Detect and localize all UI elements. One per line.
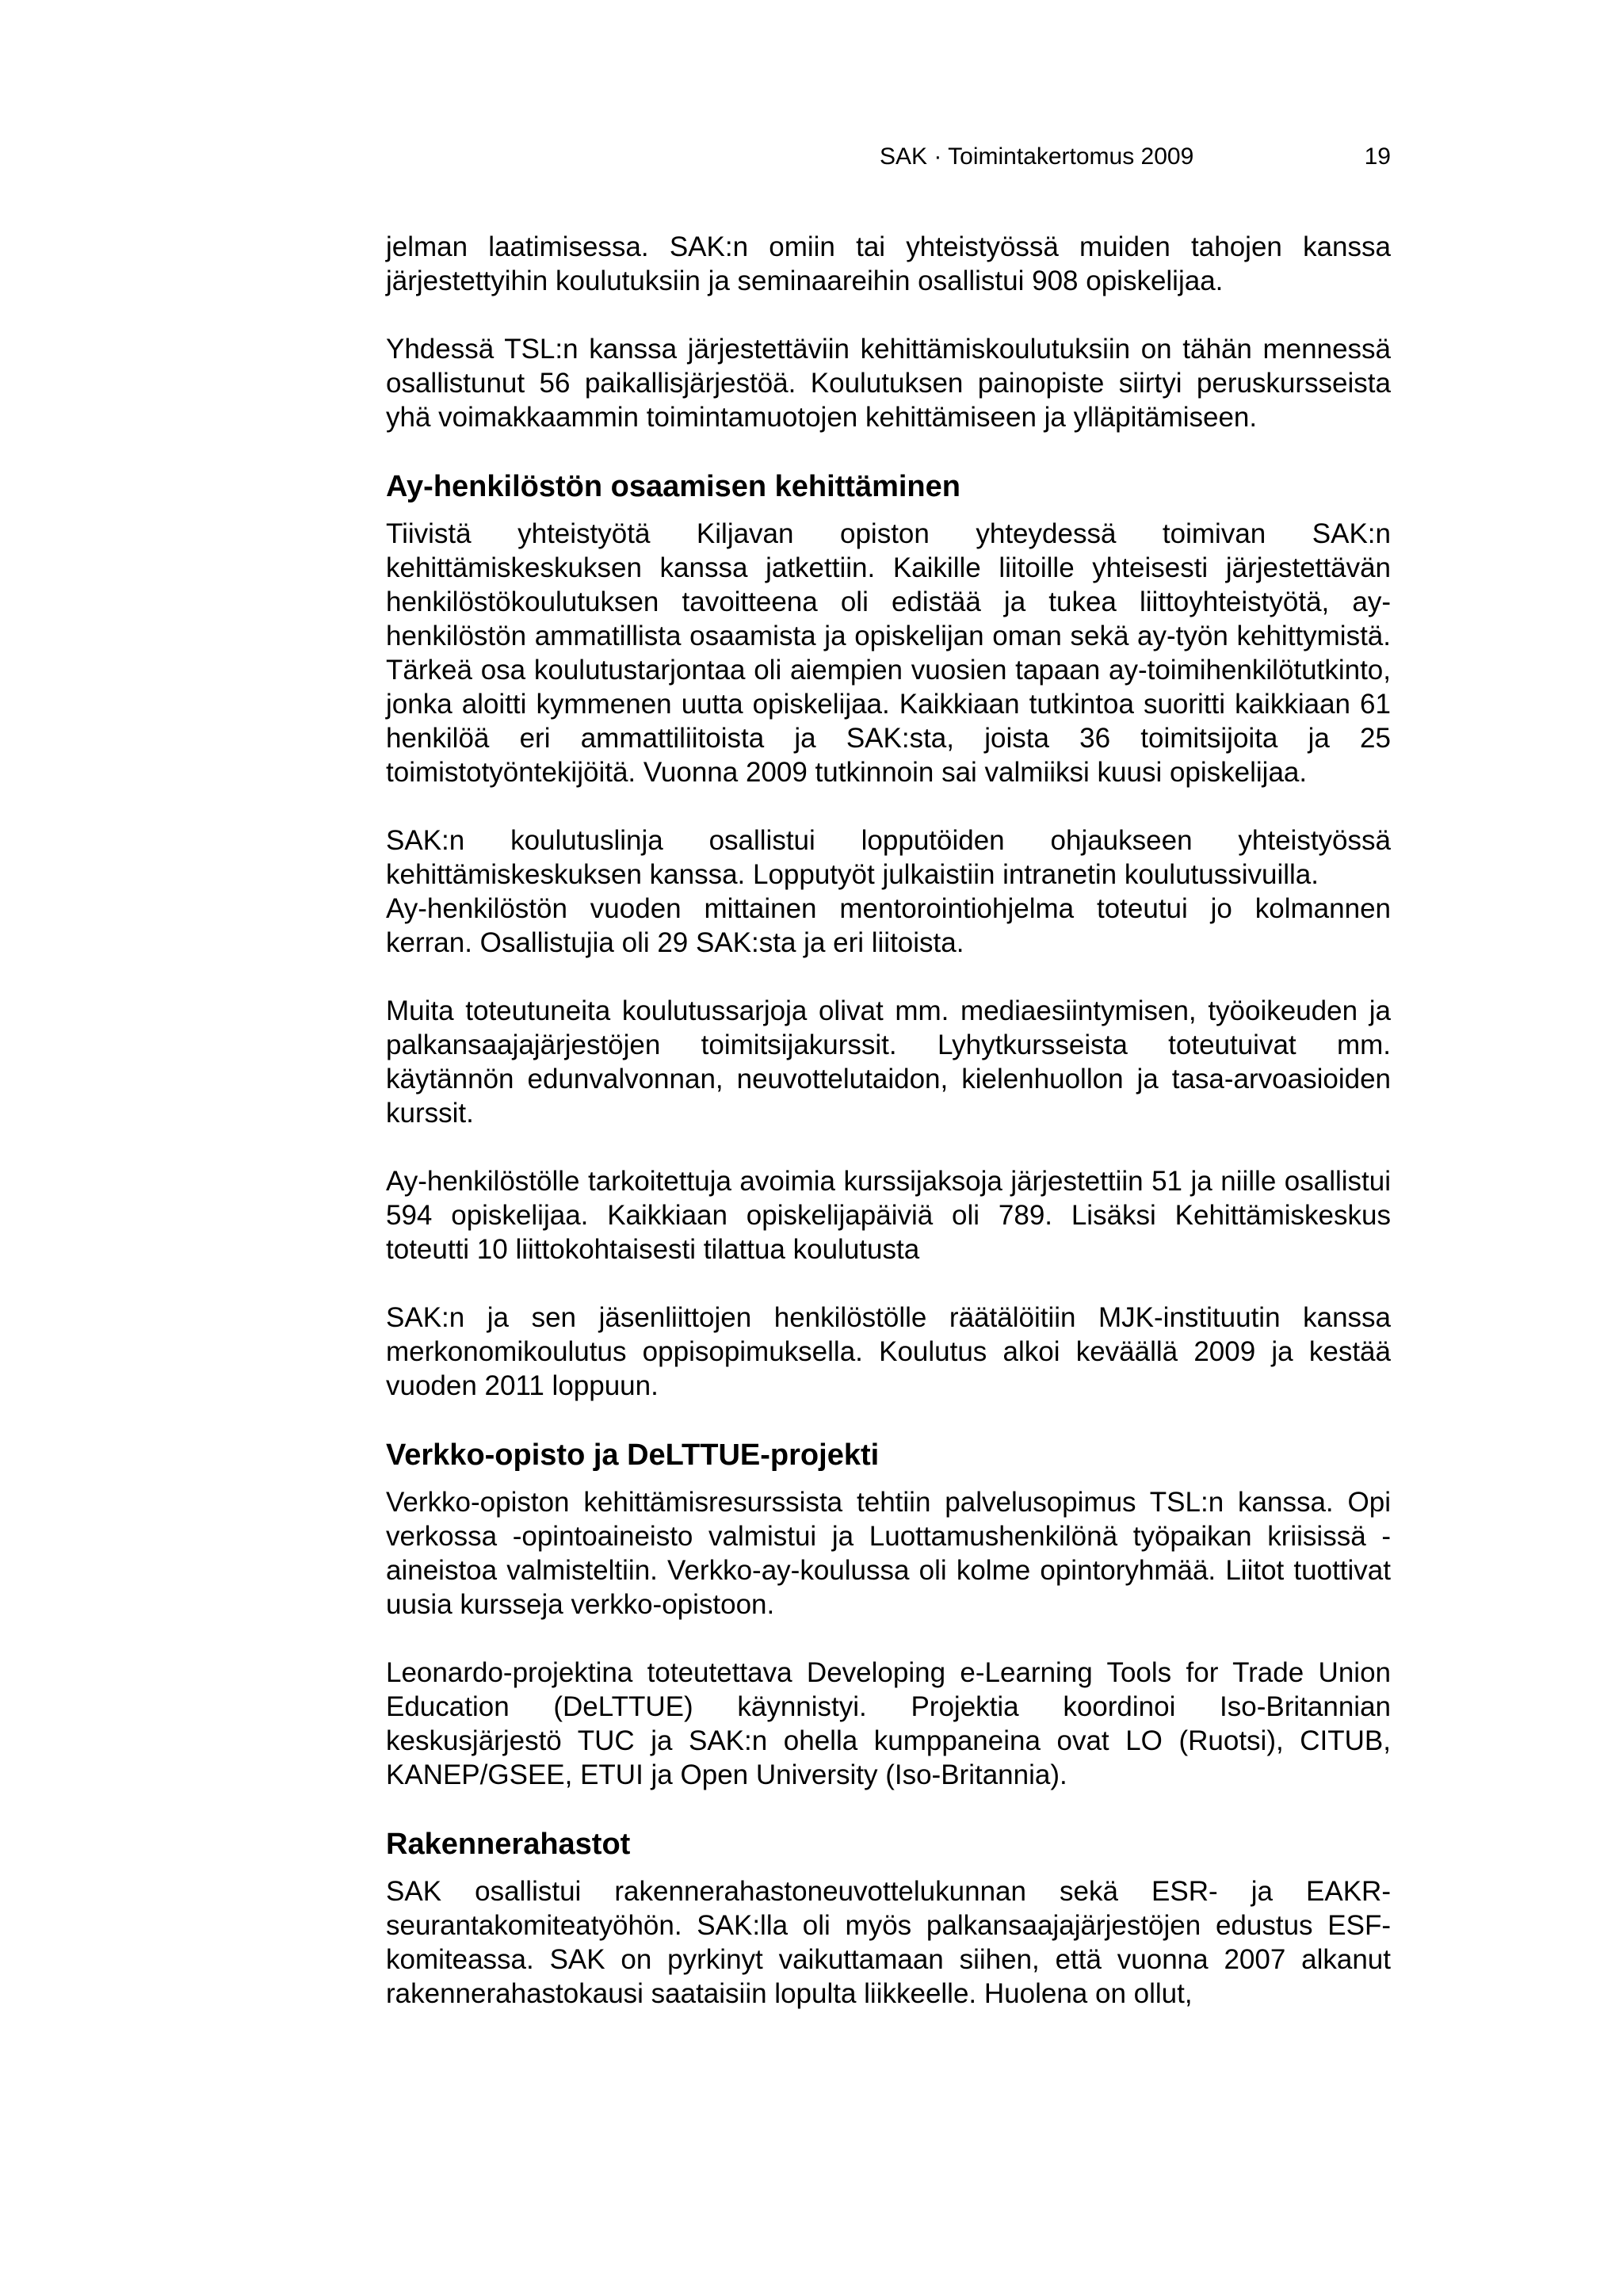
paragraph: Verkko-opiston kehittämisresurssista tehtiin palvelusopimus TSL:n kanssa. Opi verkossa -opintoaineisto valmistui ja Luottamushenkilönä työpaikan kriisissä -aineistoa valmisteltiin. Verkko-ay-koulussa oli kolme opintoryhmää. Liitot tuottivat uusia kursseja verkko-opistoon.	[386, 1487, 1391, 1620]
section-heading: Ay-henkilöstön osaamisen kehittäminen	[386, 470, 960, 503]
paragraph: Yhdessä TSL:n kanssa järjestettäviin kehittämiskoulutuksiin on tähän mennessä osallistunut 56 paikallisjärjestöä. Koulutuksen painopiste siirtyi peruskursseista yhä voimakkaammin toimintamuotojen kehittämiseen ja ylläpitämiseen.	[386, 334, 1391, 433]
paragraph: Leonardo-projektina toteutettava Developing e-Learning Tools for Trade Union Education (DeLTTUE) käynnistyi. Projektia koordinoi Iso-Britannian keskusjärjestö TUC ja SAK:n ohella kumppaneina ovat LO (Ruotsi), CITUB, KANEP/GSEE, ETUI ja Open University (Iso-Britannia).	[386, 1657, 1391, 1790]
paragraph: SAK:n koulutuslinja osallistui lopputöiden ohjaukseen yhteistyössä kehittämiskeskuksen kanssa. Lopputyöt julkaistiin intranetin koulutussivuilla.	[386, 825, 1391, 890]
section-heading: Verkko-opisto ja DeLTTUE-projekti	[386, 1438, 880, 1472]
page-content	[386, 230, 1391, 2045]
section-heading: Rakennerahastot	[386, 1828, 631, 1861]
paragraph: Tiivistä yhteistyötä Kiljavan opiston yhteydessä toimivan SAK:n kehittämiskeskuksen kanssa jatkettiin. Kaikille liitoille yhteisesti järjestettävän henkilöstökoulutuksen tavoitteena oli edistää ja tukea liittoyhteistyötä, ay-henkilöstön ammatillista osaamista ja opiskelijan oman sekä ay-työn kehittymistä. Tärkeä osa koulutustarjontaa oli aiempien vuosien tapaan ay-toimihenkilötutkinto, jonka aloitti kymmenen uutta opiskelijaa. Kaikkiaan tutkintoa suoritti kaikkiaan 61 henkilöä eri ammattiliitoista ja SAK:sta, joista 36 toimitsijoita ja 25 toimistotyöntekijöitä. Vuonna 2009 tutkinnoin sai valmiiksi kuusi opiskelijaa.	[386, 518, 1391, 788]
running-title: SAK · Toimintakertomus 2009	[880, 143, 1194, 170]
paragraph: SAK:n ja sen jäsenliittojen henkilöstölle räätälöitiin MJK-instituutin kanssa merkonomikoulutus oppisopimuksella. Koulutus alkoi keväällä 2009 ja kestää vuoden 2011 loppuun.	[386, 1302, 1391, 1401]
paragraph: jelman laatimisessa. SAK:n omiin tai yhteistyössä muiden tahojen kanssa järjestettyihin koulutuksiin ja seminaareihin osallistui 908 opiskelijaa.	[386, 231, 1391, 296]
page-number: 19	[1364, 143, 1391, 170]
paragraph: Ay-henkilöstölle tarkoitettuja avoimia kurssijaksoja järjestettiin 51 ja niille osallistui 594 opiskelijaa. Kaikkiaan opiskelijapäiviä oli 789. Lisäksi Kehittämiskeskus toteutti 10 liittokohtaisesti tilattua koulutusta	[386, 1166, 1391, 1265]
paragraph: Ay-henkilöstön vuoden mittainen mentorointiohjelma toteutui jo kolmannen kerran. Osallistujia oli 29 SAK:sta ja eri liitoista.	[386, 893, 1391, 958]
running-header	[880, 143, 1391, 171]
paragraph: Muita toteutuneita koulutussarjoja olivat mm. mediaesiintymisen, työoikeuden ja palkansaajajärjestöjen toimitsijakurssit. Lyhytkursseista toteutuivat mm. käytännön edunvalvonnan, neuvottelutaidon, kielenhuollon ja tasa-arvoasioiden kurssit.	[386, 995, 1391, 1129]
paragraph: SAK osallistui rakennerahastoneuvottelukunnan sekä ESR- ja EAKR-seurantakomiteatyöhön. SAK:lla oli myös palkansaajajärjestöjen edustus ESF-komiteassa. SAK on pyrkinyt vaikuttamaan siihen, että vuonna 2007 alkanut rakennerahastokausi saataisiin lopulta liikkeelle. Huolena on ollut,	[386, 1876, 1391, 2009]
